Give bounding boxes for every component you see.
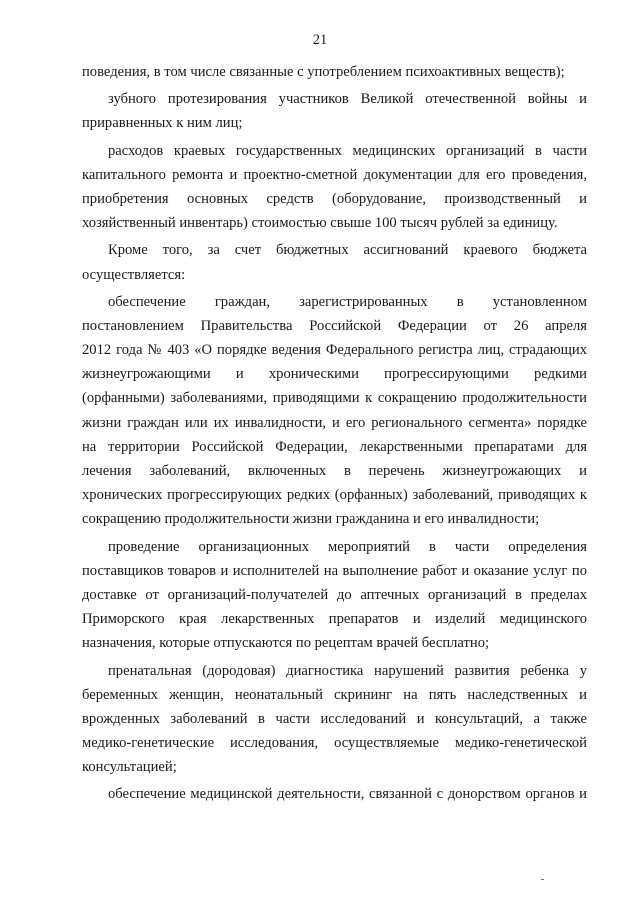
- text-line: обеспечение медицинской деятельности, связанной с донорством органов и: [108, 786, 587, 803]
- text-line: назначения, которые отпускаются по рецептам врачей бесплатно;: [82, 635, 490, 652]
- text-line: расходов краевых государственных медицинских организаций в части: [108, 142, 587, 159]
- page-number: 21: [312, 32, 328, 48]
- text-line: пренатальная (дородовая) диагностика нарушений развития ребенка у: [108, 662, 587, 679]
- text-line: Кроме того, за счет бюджетных ассигнований краевого бюджета: [108, 242, 587, 259]
- text-line: постановлением Правительства Российской Федерации от 26 апреля: [82, 317, 587, 334]
- text-line: жизнеугрожающими и хроническими прогрессирующими редкими: [82, 366, 587, 383]
- paragraph: [82, 87, 587, 135]
- text-line: беременных женщин, неонатальный скрининг на пять наследственных и: [82, 686, 587, 703]
- text-line: проведение организационных мероприятий в части определения: [108, 538, 587, 555]
- text-line: сокращению продолжительности жизни гражданина и его инвалидности;: [82, 511, 540, 528]
- text-line: приравненных к ним лиц;: [82, 115, 243, 132]
- text-line: хронических прогрессирующих редких (орфанных) заболеваний, приводящих к: [82, 487, 587, 504]
- text-line: зубного протезирования участников Великой отечественной войны и: [108, 91, 587, 108]
- text-line: осуществляется:: [82, 266, 186, 283]
- paragraph: [82, 238, 587, 286]
- text-line: на территории Российской Федерации, лекарственными препаратами для: [82, 438, 587, 455]
- paragraph: [82, 659, 587, 780]
- text-line: поставщиков товаров и исполнителей на выполнение работ и оказание услуг по: [82, 562, 587, 579]
- text-line: обеспечение граждан, зарегистрированных в установленном: [108, 293, 587, 310]
- text-line: жизни граждан или их инвалидности, и его регионального сегмента» порядке: [82, 414, 587, 431]
- paragraph: [82, 290, 587, 532]
- text-line: лечения заболеваний, включенных в перечень жизнеугрожающих и: [82, 463, 587, 479]
- text-line: врожденных заболеваний в части исследований и консультаций, а также: [82, 710, 587, 727]
- paragraph: [82, 139, 587, 236]
- paragraph: [82, 535, 587, 656]
- text-line: хозяйственный инвентарь) стоимостью свыше 100 тысяч рублей за единицу.: [82, 215, 558, 232]
- text-line: консультацией;: [82, 759, 177, 776]
- text-line: поведения, в том числе связанные с употреблением психоактивных веществ);: [82, 64, 565, 80]
- text-line: доставке от организаций-получателей до аптечных организаций в пределах: [82, 586, 587, 603]
- paragraph: [82, 782, 587, 806]
- document-body: [82, 60, 587, 807]
- text-line: капитального ремонта и проектно-сметной документации для его проведения,: [82, 166, 587, 183]
- text-line: Приморского края лекарственных препаратов и изделий медицинского: [82, 611, 587, 628]
- scan-speck: [541, 879, 544, 880]
- paragraph: [82, 60, 587, 84]
- text-line: приобретения основных средств (оборудование, производственный и: [82, 190, 587, 207]
- text-line: медико-генетические исследования, осуществляемые медико-генетической: [82, 735, 587, 752]
- text-line: 2012 года № 403 «О порядке ведения Федерального регистра лиц, страдающих: [82, 342, 587, 359]
- text-line: (орфанными) заболеваниями, приводящими к сокращению продолжительности: [82, 390, 587, 407]
